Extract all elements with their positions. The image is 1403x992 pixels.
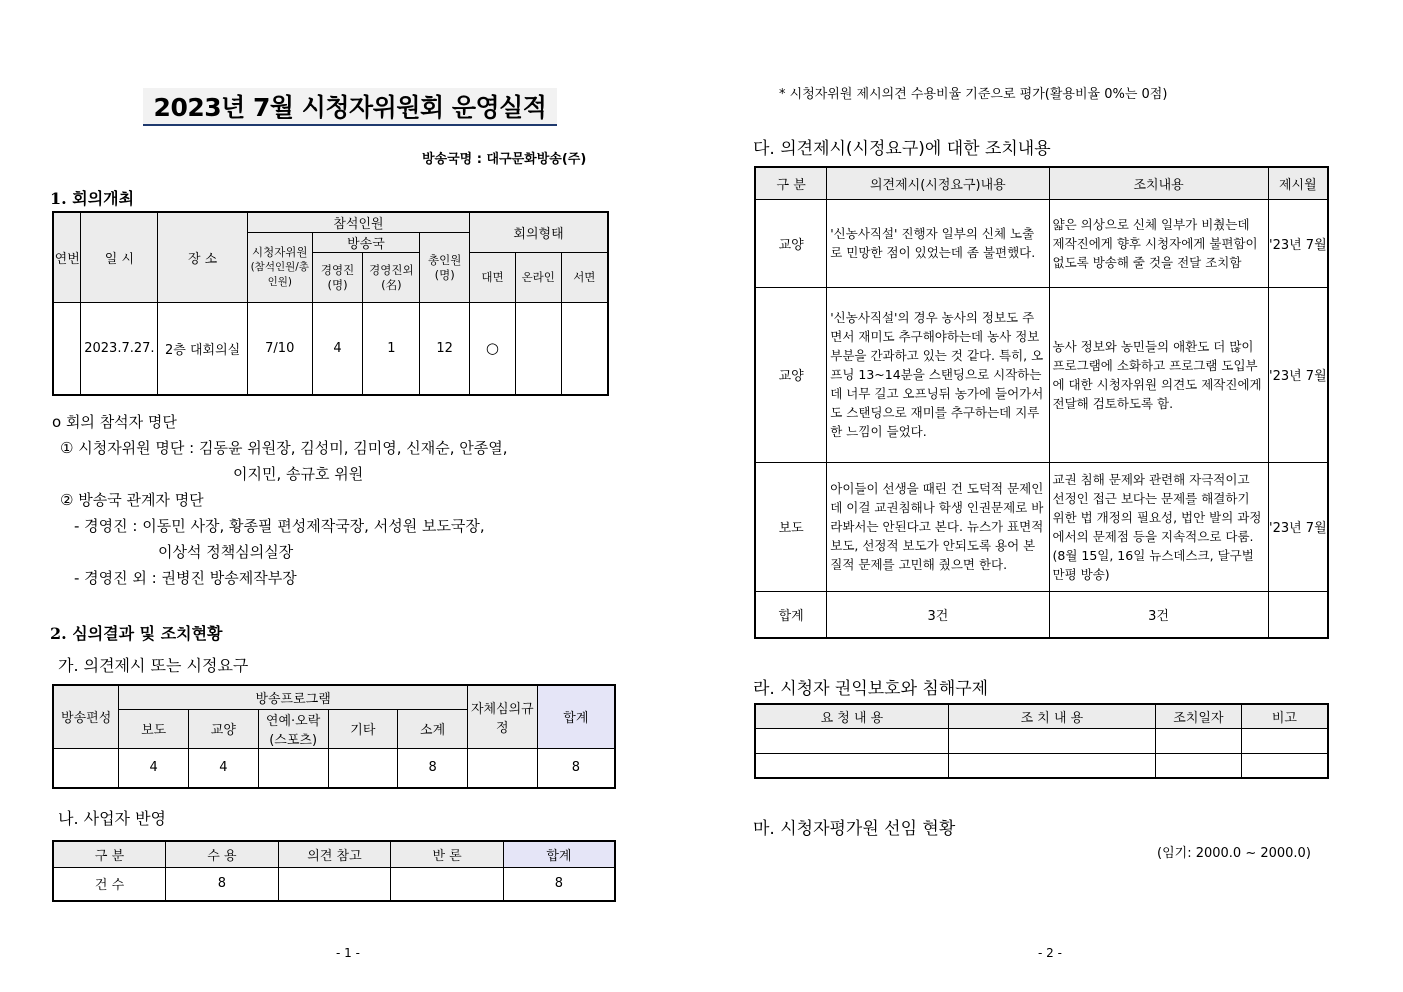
- col-no: 연번: [53, 212, 81, 303]
- col-total: 총인원(명): [420, 233, 470, 303]
- attendees-line: 이상석 정책심의실장: [158, 543, 294, 561]
- table-row: 합계 3건 3건: [755, 591, 1328, 638]
- col-place: 장 소: [158, 212, 248, 303]
- col-exec: 경영진(명): [312, 253, 363, 303]
- subsection-ma: 마. 시청자평가원 선임 현황: [753, 819, 956, 839]
- attendees-line: ① 시청자위원 명단 : 김동윤 위원장, 김성미, 김미영, 신재순, 안종열,: [60, 439, 508, 457]
- col-station: 방송국: [312, 233, 420, 253]
- table-row: 교양 '신농사직설'의 경우 농사의 정보도 주면서 재미도 추구해야하는데 농사 정보 부분을 간과하고 있는 것 같다. 특히, 오프닝 13~14분을 스탠딩으로 시작하는데 너무 길고 오프닝뒤 농가에 들어가서도 스탠딩으로 재미를 추구하는데 지루한 느낌이 들었다. 농사 정보와 농민들의 애환도 더 많이 프로그램에 소화하고 프로그램 도입부에 대한 시청자위원 의견도 제작진에게 전달해 검토하도록 함. '23년 7월: [755, 287, 1328, 462]
- term-period: (임기: 2000.0 ~ 2000.0): [1157, 846, 1311, 861]
- evaluation-note: * 시청자위원 제시의견 수용비율 기준으로 평가(활용비율 0%는 0점): [779, 87, 1168, 102]
- opinion-table: 방송편성 방송프로그램 자체심의규정 합계 보도 교양 연예·오락(스포츠) 기타 소계 4 4 8 8: [52, 684, 616, 789]
- remedy-table: 요 청 내 용 조 치 내 용 조치일자 비고: [754, 703, 1329, 779]
- attendees-line: 이지민, 송규호 위원: [233, 465, 364, 483]
- table-row: 4 4 8 8: [53, 748, 615, 788]
- station-name: 방송국명 : 대구문화방송(주): [422, 152, 587, 167]
- reflection-table: 구 분 수 용 의견 참고 반 론 합계 건 수 8 8: [52, 840, 616, 902]
- table-row: 건 수 8 8: [53, 867, 615, 901]
- subsection-na: 나. 사업자 반영: [58, 809, 166, 828]
- page-number-1: - 1 -: [336, 946, 360, 960]
- meeting-table: [52, 211, 609, 396]
- col-form-3: 서면: [561, 253, 608, 303]
- table-row: 보도 아이들이 선생을 때린 건 도덕적 문제인데 이걸 교권침해나 학생 인권문제로 바라봐서는 안된다고 본다. 뉴스가 표면적보도, 선정적 보도가 안되도록 용어 본질적 문제를 고민해 줬으면 한다. 교권 침해 문제와 관련해 자극적이고 선정인 접근 보다는 문제를 해결하기 위한 법 개정의 필요성, 법안 발의 과정에서의 문제점 등을 지속적으로 다룸. (8월 15일, 16일 뉴스데스크, 달구벌만평 방송) '23년 7월: [755, 462, 1328, 591]
- subsection-da: 다. 의견제시(시정요구)에 대한 조치내용: [753, 139, 1051, 159]
- col-form: 회의형태: [470, 212, 608, 253]
- col-form-1: 대면: [470, 253, 516, 303]
- section-2-heading: 2. 심의결과 및 조치현황: [50, 624, 223, 643]
- attendees-line: - 경영진 : 이동민 사장, 황종필 편성제작국장, 서성원 보도국장,: [74, 517, 485, 535]
- col-attend: 참석인원: [247, 212, 469, 233]
- col-date: 일 시: [81, 212, 158, 303]
- table-row: 교양 '신농사직설' 진행자 일부의 신체 노출로 민망한 점이 있었는데 좀 불편했다. 얇은 의상으로 신체 일부가 비췄는데 제작진에게 향후 시청자에게 불편함이 없도록 방송해 줄 것을 전달 조치함 '23년 7월: [755, 199, 1328, 287]
- attendees-line: - 경영진 외 : 권병진 방송제작부장: [74, 569, 297, 587]
- col-nonexec: 경영진외(名): [363, 253, 420, 303]
- page-title: 2023년 7월 시청자위원회 운영실적: [143, 88, 557, 126]
- section-1-heading: 1. 회의개최: [50, 189, 135, 208]
- action-table: 구 분 의견제시(시정요구)내용 조치내용 제시월 교양 '신농사직설' 진행자 일부의 신체 노출로 민망한 점이 있었는데 좀 불편했다. 얇은 의상으로 신체 일부가 비췄는데 제작진에게 향후 시청자에게 불편함이 없도록 방송해 줄 것을 전달 조치함 '23년 7월 교양 '신농사직설'의 경우 농사의 정보도 주면서 재미도 추구해야하는데 농사 정보 부분을 간과하고 있는 것 같다. 특히, 오프닝 13~14분을 스탠딩으로 시작하는데 너무 길고 오프닝뒤 농가에 들어가서도 스탠딩으로 재미를 추구하는데 지루한 느낌이 들었다. 농사 정보와 농민들의 애환도 더 많이 프로그램에 소화하고 프로그램 도입부에 대한 시청자위원 의견도 제작진에게 전달해 검토하도록 함. '23년 7월 보도 아이들이 선생을 때린 건 도덕적 문제인데 이걸 교권침해나 학생 인권문제로 바라봐서는 안된다고 본다. 뉴스가 표면적보도, 선정적 보도가 안되도록 용어 본질적 문제를 고민해 줬으면 한다. 교권 침해 문제와 관련해 자극적이고 선정인 접근 보다는 문제를 해결하기 위한 법 개정의 필요성, 법안 발의 과정에서의 문제점 등을 지속적으로 다룸. (8월 15일, 16일 뉴스데스크, 달구벌만평 방송) '23년 7월 합계 3건 3건: [754, 166, 1329, 639]
- page-number-2: - 2 -: [1038, 946, 1062, 960]
- table-row: 2023.7.27. 2층 대회의실 7/10 4 1 12 ○: [53, 303, 608, 395]
- attendees-line: ② 방송국 관계자 명단: [60, 491, 204, 509]
- subsection-ga: 가. 의견제시 또는 시정요구: [58, 656, 249, 675]
- table-row: [755, 728, 1328, 753]
- attendees-heading: o 회의 참석자 명단: [52, 413, 177, 431]
- col-viewer: 시청자위원 (참석인원/총인원): [247, 233, 312, 303]
- subsection-ra: 라. 시청자 권익보호와 침해구제: [753, 679, 989, 699]
- table-row: [755, 753, 1328, 778]
- col-form-2: 온라인: [515, 253, 561, 303]
